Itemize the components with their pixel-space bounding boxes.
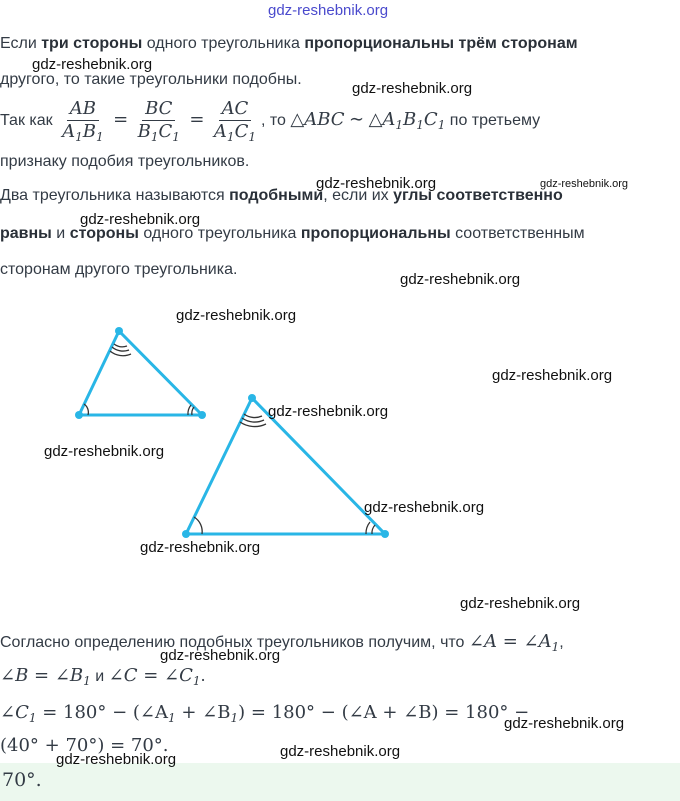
definition-line-2: равны и стороны одного треугольника пропорциональны соответственным bbox=[0, 225, 585, 242]
watermark: gdz-reshebnik.org bbox=[400, 271, 521, 288]
watermark: gdz-reshebnik.org bbox=[352, 80, 473, 97]
definition-line-1: Два треугольника называются подобными, если их углы соответственно bbox=[0, 187, 563, 204]
similar-triangles-figure bbox=[0, 300, 680, 560]
proportion-line: Так как $\frac{AB}{A_1B_1}$ = $\frac{BC}{B_1C_1}$ = $\frac{AC}{A_1C_1}$ , то △ABC ∼ $\triangle A_1B_1C_1$ по третьему bbox=[0, 98, 541, 145]
watermark: gdz-reshebnik.org bbox=[268, 403, 389, 420]
fraction-bc: $\frac{BC}{B_1C_1}$ bbox=[137, 98, 180, 145]
watermark: gdz-reshebnik.org bbox=[56, 751, 177, 768]
conclusion-line-1: Согласно определению подобных треугольников получим, что ∠A = $\angle A_1$, bbox=[0, 631, 564, 654]
watermark: gdz-reshebnik.org bbox=[176, 307, 297, 324]
conclusion-line-2: ∠B = $\angle B_1$ и ∠C = $\angle C_1$. bbox=[0, 665, 206, 688]
watermark: gdz-reshebnik.org bbox=[540, 178, 629, 190]
theorem-line-2: другого, то такие треугольники подобны. bbox=[0, 71, 302, 88]
theorem-line-1: Если три стороны одного треугольника пропорциональны трём сторонам bbox=[0, 35, 578, 52]
watermark: gdz-reshebnik.org bbox=[280, 743, 401, 760]
equation-line-2: (40° + 70°) = 70°. bbox=[0, 735, 169, 756]
watermark: gdz-reshebnik.org bbox=[364, 499, 485, 516]
watermark: gdz-reshebnik.org bbox=[492, 367, 613, 384]
watermark: gdz-reshebnik.org bbox=[32, 56, 153, 73]
equation-line-1: $\angle C_1 = 180^\circ$ − ($\angle A_1$ + $\angle B_1) = 180^\circ$ − (∠A + ∠B) = 180° − bbox=[0, 702, 530, 725]
watermark-top: gdz-reshebnik.org bbox=[268, 2, 389, 19]
small-triangle bbox=[75, 327, 206, 419]
answer-box bbox=[0, 763, 680, 801]
watermark: gdz-reshebnik.org bbox=[160, 647, 281, 664]
watermark: gdz-reshebnik.org bbox=[44, 443, 165, 460]
fraction-ab: $\frac{AB}{A_1B_1}$ bbox=[62, 98, 104, 145]
watermark: gdz-reshebnik.org bbox=[504, 715, 625, 732]
watermark: gdz-reshebnik.org bbox=[316, 175, 437, 192]
answer-value: 70°. bbox=[2, 769, 42, 791]
watermark: gdz-reshebnik.org bbox=[140, 539, 261, 556]
watermark: gdz-reshebnik.org bbox=[460, 595, 581, 612]
definition-line-3: сторонам другого треугольника. bbox=[0, 261, 238, 278]
proportion-line-2: признаку подобия треугольников. bbox=[0, 153, 250, 170]
fraction-ac: $\frac{AC}{A_1C_1}$ bbox=[213, 98, 256, 145]
watermark: gdz-reshebnik.org bbox=[80, 211, 201, 228]
